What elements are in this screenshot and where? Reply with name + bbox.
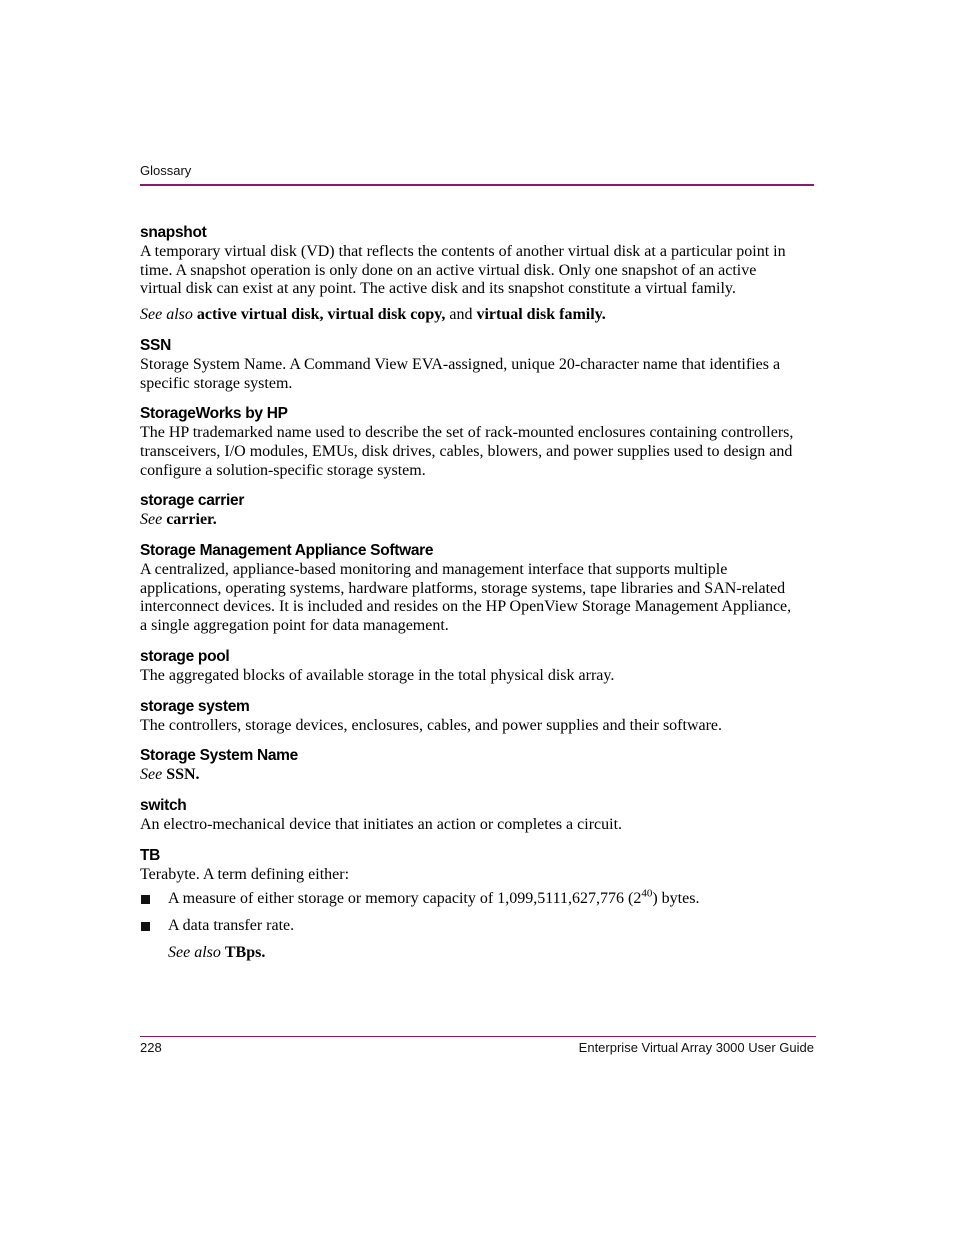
see-also-conj: and xyxy=(449,306,473,324)
glossary-content xyxy=(140,223,800,973)
term: storage system xyxy=(140,697,250,715)
see-reference xyxy=(140,766,800,785)
glossary-entry-storage-system xyxy=(140,697,800,736)
list-item xyxy=(140,890,800,909)
glossary-entry-switch xyxy=(140,796,800,835)
definition: The aggregated blocks of available storage in the total physical disk array. xyxy=(140,666,615,684)
term: TB xyxy=(140,846,161,864)
definition: An electro-mechanical device that initiates an action or completes a circuit. xyxy=(140,815,623,833)
footer-rule xyxy=(140,1036,816,1037)
term: snapshot xyxy=(140,224,207,241)
square-bullet-icon xyxy=(141,922,150,931)
definition: The HP trademarked name used to describe the set of rack-mounted enclosures containing controllers, transceivers, I/O modules, EMUs, disk drives, cables, blowers, and power supplies used to design and configure a solution-specific storage system. xyxy=(140,424,794,479)
see-reference xyxy=(140,511,800,530)
definition: Terabyte. A term defining either: xyxy=(140,865,350,883)
definition: A temporary virtual disk (VD) that reflects the contents of another virtual disk at a particular point in time. A snapshot operation is only done on an active virtual disk. Only one snapshot of an active virtual disk can exist at any point. The active disk and its snapshot constitute a virtual family. xyxy=(140,243,786,298)
exponent: 40 xyxy=(641,888,653,901)
see-also-ref: TBps. xyxy=(224,943,266,961)
term: storage pool xyxy=(140,647,230,665)
see-also-refs: active virtual disk, virtual disk copy, xyxy=(196,306,446,324)
glossary-entry-storage-system-name xyxy=(140,746,800,785)
glossary-entry-storage-pool xyxy=(140,647,800,686)
glossary-entry-sma-software xyxy=(140,541,800,636)
document-title: Enterprise Virtual Array 3000 User Guide xyxy=(578,1040,814,1055)
glossary-entry-storageworks xyxy=(140,404,800,480)
see-also xyxy=(140,306,800,325)
term: storage carrier xyxy=(140,492,245,510)
term: Storage Management Appliance Software xyxy=(140,542,434,560)
term: StorageWorks by HP xyxy=(140,405,288,423)
see-ref: carrier. xyxy=(166,511,217,529)
see-ref: SSN. xyxy=(166,766,200,784)
term: switch xyxy=(140,796,187,814)
glossary-entry-storage-carrier xyxy=(140,491,800,530)
page-number: 228 xyxy=(140,1040,162,1055)
glossary-entry-tb xyxy=(140,846,800,963)
square-bullet-icon xyxy=(141,895,150,904)
see-also-prefix: See also xyxy=(168,943,221,961)
list-item xyxy=(140,917,800,936)
list-item-text: A data transfer rate. xyxy=(168,917,295,935)
see-prefix: See xyxy=(140,766,163,784)
list-item-text-before: A measure of either storage or memory capacity of 1,099,5111,627,776 (2 xyxy=(168,890,642,908)
bullet-list xyxy=(140,890,800,935)
see-also-prefix: See also xyxy=(140,306,193,324)
see-also xyxy=(140,944,800,963)
definition: A centralized, appliance-based monitoring and management interface that supports multiple applications, operating systems, hardware platforms, storage systems, tape libraries and SAN-related interconnect devices. It is included and resides on the HP OpenView Storage Management Appliance, a single aggregation point for data management. xyxy=(140,561,792,635)
header-rule xyxy=(140,184,814,186)
list-item-text-after: ) bytes. xyxy=(652,890,700,908)
glossary-entry-ssn xyxy=(140,336,800,393)
definition: The controllers, storage devices, enclosures, cables, and power supplies and their software. xyxy=(140,716,723,734)
running-header: Glossary xyxy=(140,163,192,178)
term: Storage System Name xyxy=(140,747,298,765)
glossary-entry-snapshot xyxy=(140,223,800,325)
definition: Storage System Name. A Command View EVA-assigned, unique 20-character name that identifies a specific storage system. xyxy=(140,355,781,392)
see-prefix: See xyxy=(140,511,163,529)
see-also-last: virtual disk family. xyxy=(476,306,606,324)
term: SSN xyxy=(140,336,171,354)
